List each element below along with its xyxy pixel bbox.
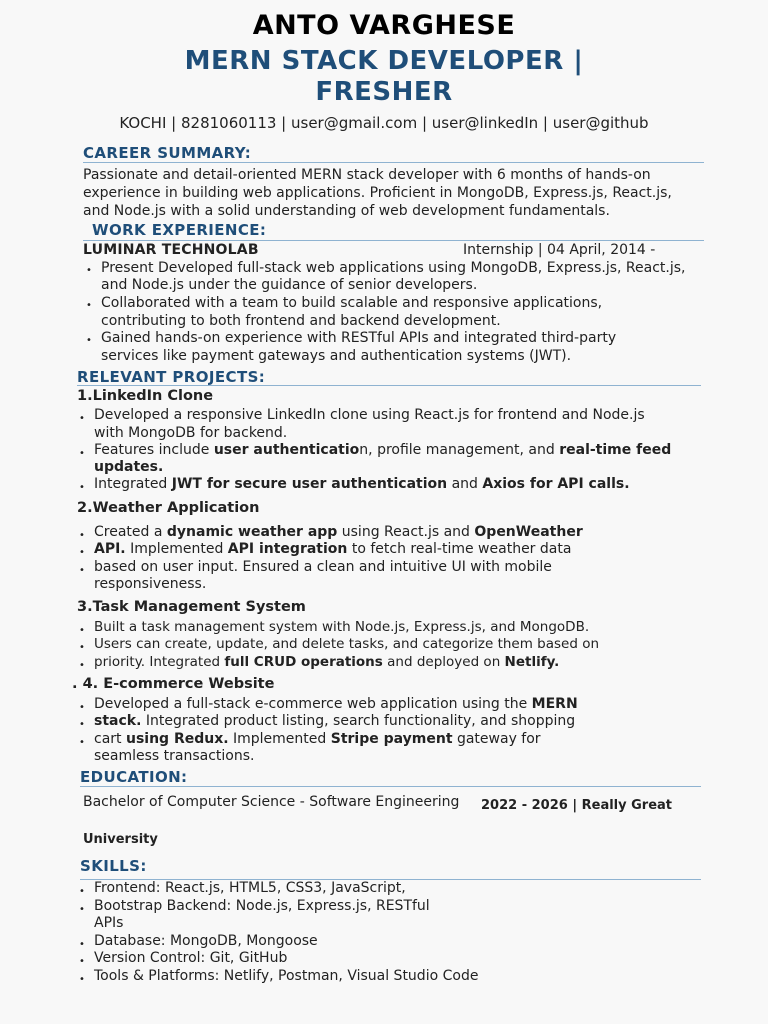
project-title: 3.Task Management System <box>77 599 306 615</box>
bullet-icon: • <box>79 886 85 897</box>
university: University <box>83 832 158 847</box>
work-bullet-line: and Node.js under the guidance of senior developers. <box>101 277 478 293</box>
summary-line: Passionate and detail-oriented MERN stack developer with 6 months of hands-on <box>83 167 651 183</box>
bullet-icon: • <box>79 547 85 558</box>
company-name: LUMINAR TECHNOLAB <box>83 242 259 258</box>
education-heading: EDUCATION: <box>80 768 188 786</box>
project-line: seamless transactions. <box>94 748 255 764</box>
work-bullet-line: services like payment gateways and authentication systems (JWT). <box>101 348 572 364</box>
bullet-icon: • <box>79 642 85 653</box>
projects-heading: RELEVANT PROJECTS: <box>77 368 266 386</box>
section-divider <box>83 240 704 241</box>
bullet-icon: • <box>79 565 85 576</box>
skill-line: Frontend: React.js, HTML5, CSS3, JavaScript, <box>94 880 406 896</box>
project-line: based on user input. Ensured a clean and intuitive UI with mobile <box>94 559 552 575</box>
bullet-icon: • <box>86 300 92 311</box>
bullet-icon: • <box>79 956 85 967</box>
work-bullet-line: contributing to both frontend and backend development. <box>101 313 501 329</box>
project-line: API. Implemented API integration to fetch real-time weather data <box>94 541 572 557</box>
project-line: priority. Integrated full CRUD operations and deployed on Netlify. <box>94 654 560 670</box>
skill-line: APIs <box>94 915 124 931</box>
contact-line: KOCHI | 8281060113 | user@gmail.com | user@linkedIn | user@github <box>119 114 649 132</box>
candidate-name: ANTO VARGHESE <box>252 10 516 41</box>
career-summary-heading: CAREER SUMMARY: <box>83 144 252 162</box>
skill-line: Tools & Platforms: Netlify, Postman, Visual Studio Code <box>94 968 479 984</box>
skills-heading: SKILLS: <box>80 857 147 875</box>
bullet-icon: • <box>86 335 92 346</box>
bullet-icon: • <box>79 660 85 671</box>
bullet-icon: • <box>79 482 85 493</box>
project-line: responsiveness. <box>94 576 207 592</box>
bullet-icon: • <box>79 737 85 748</box>
project-line: Features include user authentication, profile management, and real-time feed <box>94 442 672 458</box>
job-meta: Internship | 04 April, 2014 - <box>463 242 656 258</box>
project-line: Integrated JWT for secure user authentication and Axios for API calls. <box>94 476 630 492</box>
work-bullet-line: Present Developed full-stack web applications using MongoDB, Express.js, React.js, <box>101 260 686 276</box>
work-bullet-line: Gained hands-on experience with RESTful APIs and integrated third-party <box>101 330 617 346</box>
job-title-line-1: MERN STACK DEVELOPER | <box>184 46 584 76</box>
degree: Bachelor of Computer Science - Software Engineering <box>83 794 460 810</box>
skill-line: Database: MongoDB, Mongoose <box>94 933 318 949</box>
job-title <box>0 46 768 108</box>
project-title: 1.LinkedIn Clone <box>77 388 214 404</box>
project-line: Developed a responsive LinkedIn clone using React.js for frontend and Node.js <box>94 407 645 423</box>
work-experience-heading: WORK EXPERIENCE: <box>92 221 267 239</box>
section-divider <box>80 786 701 787</box>
project-line: cart using Redux. Implemented Stripe payment gateway for <box>94 731 541 747</box>
bullet-icon: • <box>79 625 85 636</box>
bullet-icon: • <box>79 974 85 985</box>
bullet-icon: • <box>79 530 85 541</box>
bullet-icon: • <box>79 413 85 424</box>
project-line: Created a dynamic weather app using React.js and OpenWeather <box>94 524 583 540</box>
bullet-icon: • <box>79 719 85 730</box>
project-line: Developed a full-stack e-commerce web application using the MERN <box>94 696 578 712</box>
section-divider <box>83 162 704 163</box>
project-title: 2.Weather Application <box>77 500 260 516</box>
job-title-line-2: FRESHER <box>315 77 453 107</box>
bullet-icon: • <box>79 904 85 915</box>
education-years: 2022 - 2026 | Really Great <box>481 798 673 813</box>
bullet-icon: • <box>79 702 85 713</box>
work-bullet-line: Collaborated with a team to build scalable and responsive applications, <box>101 295 603 311</box>
bullet-icon: • <box>79 939 85 950</box>
skill-line: Bootstrap Backend: Node.js, Express.js, RESTful <box>94 898 430 914</box>
career-summary-text <box>83 166 672 220</box>
project-line: Users can create, update, and delete tasks, and categorize them based on <box>94 636 600 652</box>
bullet-icon: • <box>86 265 92 276</box>
project-line: updates. <box>94 459 164 475</box>
summary-line: experience in building web applications. Proficient in MongoDB, Express.js, React.js, <box>83 185 672 201</box>
summary-line: and Node.js with a solid understanding of web development fundamentals. <box>83 203 610 219</box>
project-line: stack. Integrated product listing, search functionality, and shopping <box>94 713 576 729</box>
project-title: . 4. E-commerce Website <box>72 676 275 692</box>
section-divider <box>77 385 701 386</box>
project-line: Built a task management system with Node.js, Express.js, and MongoDB. <box>94 619 590 635</box>
skill-line: Version Control: Git, GitHub <box>94 950 288 966</box>
bullet-icon: • <box>79 448 85 459</box>
project-line: with MongoDB for backend. <box>94 425 288 441</box>
